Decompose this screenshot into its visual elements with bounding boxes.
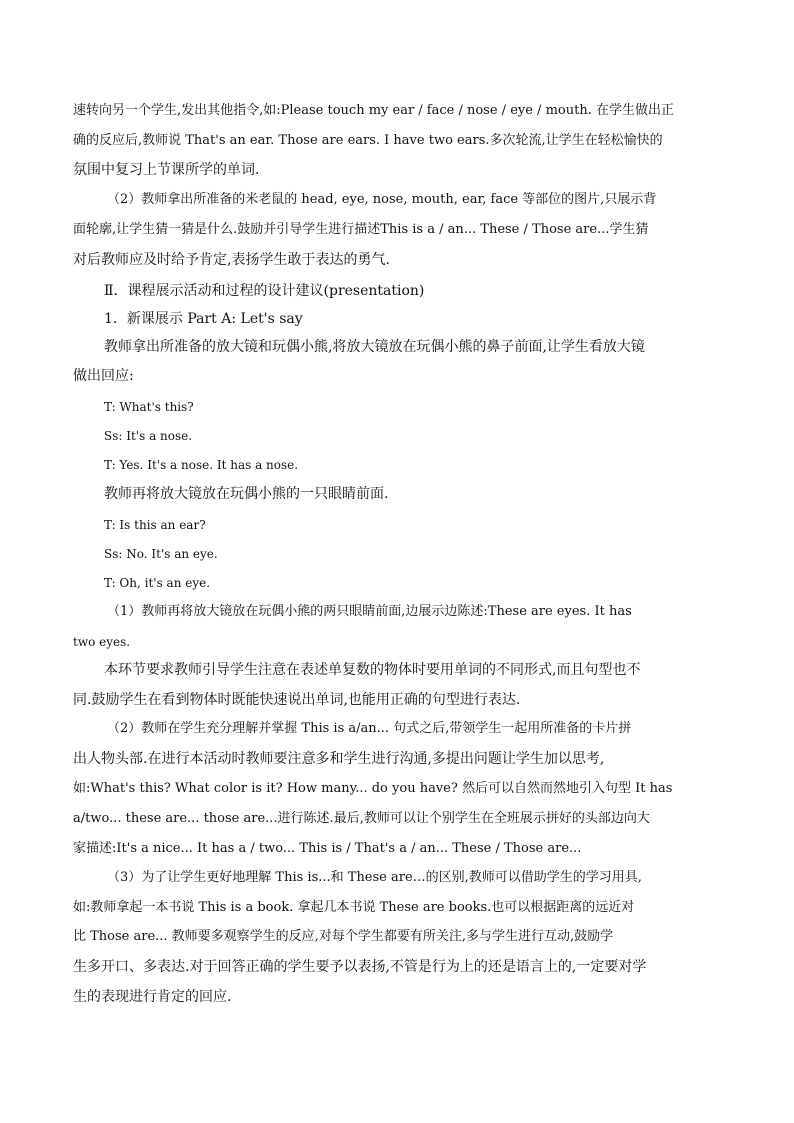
text-line: 生多开口、多表达.对于回答正确的学生要予以表扬,不管是行为上的还是语言上的,一定要对学: [73, 959, 647, 975]
dialogue-line: T: Is this an ear?: [104, 518, 206, 532]
text-line: 同.鼓励学生在看到物体时既能快速说出单词,也能用正确的句型进行表达.: [73, 692, 521, 708]
text-line: 如:教师拿起一本书说 This is a book. 拿起几本书说 These are books.也可以根据距离的远近对: [73, 900, 635, 915]
text-line: 面轮廓,让学生猜一猜是什么.鼓励并引导学生进行描述This is a / an... These / Those are...学生猜: [73, 222, 649, 237]
text-line: （3）为了让学生更好地理解 This is...和 These are…的区别,教师可以借助学生的学习用具,: [107, 870, 642, 885]
text-line: 如:What's this? What color is it? How many... do you have? 然后可以自然而然地引入句型 It has: [73, 781, 673, 796]
dialogue-line: Ss: No. It's an eye.: [104, 547, 218, 561]
text-line: 生的表现进行肯定的回应.: [73, 989, 232, 1005]
text-line: 教师再将放大镜放在玩偶小熊的一只眼睛前面.: [104, 486, 389, 502]
text-line: 教师拿出所准备的放大镜和玩偶小熊,将放大镜放在玩偶小熊的鼻子前面,让学生看放大镜: [104, 339, 645, 355]
text-line: 确的反应后,教师说 That's an ear. Those are ears. I have two ears.多次轮流,让学生在轻松愉快的: [73, 133, 663, 148]
text-line: 出人物头部.在进行本活动时教师要注意多和学生进行沟通,多提出问题让学生加以思考,: [73, 751, 605, 767]
text-line: a/two... these are... those are...进行陈述.最后,教师可以让个别学生在全班展示拼好的头部边向大: [73, 811, 650, 826]
text-line: 速转向另一个学生,发出其他指令,如:Please touch my ear / face / nose / eye / mouth. 在学生做出正: [73, 103, 674, 118]
text-line: 对后教师应及时给予肯定,表扬学生敢于表达的勇气.: [73, 252, 390, 268]
text-line: （1）教师再将放大镜放在玩偶小熊的两只眼睛前面,边展示边陈述:These are eyes. It has: [107, 604, 632, 619]
dialogue-line: Ss: It's a nose.: [104, 429, 193, 443]
text-line: 家描述:It's a nice... It has a / two... This is / That's a / an... These / Those are...: [73, 841, 582, 856]
subsection-heading: 1．新课展示 Part A: Let's say: [104, 311, 303, 327]
text-line: two eyes.: [73, 635, 131, 649]
text-line: （2）教师拿出所准备的米老鼠的 head, eye, nose, mouth, ear, face 等部位的图片,只展示背: [107, 192, 657, 207]
dialogue-line: T: Oh, it's an eye.: [104, 576, 211, 590]
dialogue-line: T: Yes. It's a nose. It has a nose.: [104, 458, 299, 472]
text-line: 本环节要求教师引导学生注意在表述单复数的物体时要用单词的不同形式,而且句型也不: [104, 662, 641, 678]
text-line: 比 Those are... 教师要多观察学生的反应,对每个学生都要有所关注,多与学生进行互动,鼓励学: [73, 929, 614, 944]
text-line: 氛围中复习上节课所学的单词.: [73, 162, 260, 178]
dialogue-line: T: What's this?: [104, 400, 194, 414]
section-heading: Ⅱ．课程展示活动和过程的设计建议(presentation): [104, 283, 425, 299]
text-line: 做出回应:: [73, 368, 134, 384]
text-line: （2）教师在学生充分理解并掌握 This is a/an... 句式之后,带领学生一起用所准备的卡片拼: [107, 721, 632, 736]
